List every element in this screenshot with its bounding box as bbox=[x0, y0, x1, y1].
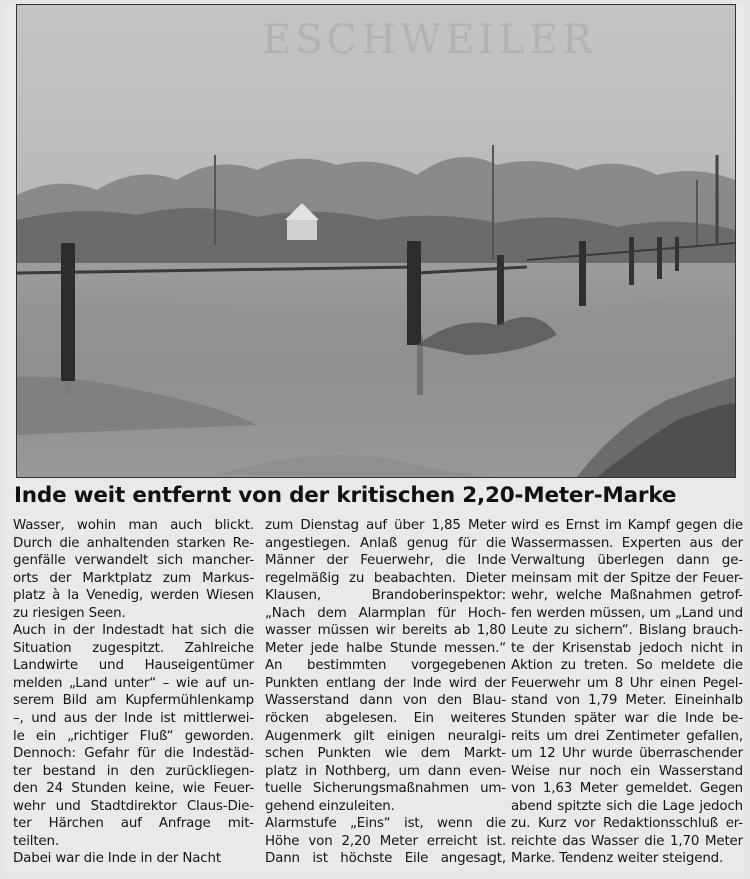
text-line: fen werden müssen, um „Land und bbox=[511, 605, 743, 621]
text-line: schen Punkten wie dem Markt- bbox=[265, 746, 506, 762]
text-line: zum Dienstag auf über 1,85 Meter bbox=[265, 518, 506, 533]
text-line: serem Bild am Kupfermühlenkamp bbox=[13, 693, 254, 709]
text-line: Stunden später war die Inde be- bbox=[511, 711, 743, 727]
article-column-3 bbox=[511, 517, 743, 868]
text-line: orts der Marktplatz zum Markus- bbox=[13, 570, 254, 586]
text-line: zu. Kurz vor Redaktionsschluß er- bbox=[511, 816, 743, 832]
text-line: An bestimmten vorgegebenen bbox=[265, 658, 506, 674]
text-line: regelmäßig zu beabachten. Dieter bbox=[265, 570, 506, 586]
text-line: abend spitzte sich die Lage jedoch bbox=[511, 798, 743, 814]
text-line: reits um drei Zentimeter gefallen, bbox=[511, 728, 743, 744]
text-line: angestiegen. Anlaß genug für die bbox=[265, 535, 506, 551]
text-line: le ein „richtiger Fluß“ geworden. bbox=[13, 728, 254, 744]
text-line: „Nach dem Alarmplan für Hoch- bbox=[265, 605, 506, 621]
text-line: den 24 Stunden keine, wie Feuer- bbox=[13, 781, 254, 797]
text-line: Leute zu sichern“. Bislang brauch- bbox=[511, 623, 743, 639]
text-line: teilten. bbox=[13, 833, 59, 849]
text-line: Männer der Feuerwehr, die Inde bbox=[265, 553, 506, 569]
text-line: wehr, welche Maßnahmen getrof- bbox=[511, 588, 743, 604]
text-line: stand von 1,79 Meter. Eineinhalb bbox=[511, 693, 743, 709]
text-line: Durch die anhaltenden starken Re- bbox=[13, 535, 254, 551]
article-headline: Inde weit entfernt von der kritischen 2,20-Meter-Marke bbox=[14, 483, 677, 508]
text-line: tuelle Sicherungsmaßnahmen um- bbox=[265, 781, 506, 797]
text-line: Weise nur noch ein Wasserstand bbox=[511, 763, 743, 779]
text-line: Dabei war die Inde in der Nacht bbox=[13, 851, 221, 867]
text-line: von 1,63 Meter gemeldet. Gegen bbox=[511, 781, 743, 797]
text-line: –, und aus der Inde ist mittlerwei- bbox=[13, 711, 254, 727]
text-line: reichte das Wasser die 1,70 Meter bbox=[511, 833, 743, 849]
text-line: Alarmstufe „Eins“ ist, wenn die bbox=[265, 816, 506, 832]
text-line: wird es Ernst im Kampf gegen die bbox=[511, 518, 743, 533]
text-line: röcken abgelesen. Ein weiteres bbox=[265, 711, 506, 727]
text-line: Feuerwehr um 8 Uhr einen Pegel- bbox=[511, 675, 743, 691]
text-line: Situation zugespitzt. Zahlreiche bbox=[13, 640, 254, 656]
article-column-1 bbox=[13, 517, 254, 868]
text-line: Meter jede halbe Stunde messen.“ bbox=[265, 640, 506, 656]
text-line: Verwaltung überlegen dann ge- bbox=[511, 553, 743, 569]
text-line: te der Krisenstab jedoch nicht in bbox=[511, 640, 743, 656]
text-line: Höhe von 2,20 Meter erreicht ist. bbox=[265, 833, 506, 849]
text-line: gehend einzuleiten. bbox=[265, 798, 395, 814]
text-line: um 12 Uhr wurde überraschender bbox=[511, 746, 743, 762]
newspaper-clipping bbox=[6, 4, 744, 874]
text-line: Augenmerk gilt einigen neuralgi- bbox=[265, 728, 506, 744]
text-line: Auch in der Indestadt hat sich die bbox=[13, 623, 254, 639]
text-line: wasser müssen wir bereits ab 1,80 bbox=[265, 623, 506, 639]
text-line: Dann ist höchste Eile angesagt, bbox=[265, 851, 506, 867]
text-line: ter bestand in den zurückliegen- bbox=[13, 763, 254, 779]
text-line: Klausen, Brandoberinspektor: bbox=[265, 588, 506, 604]
text-line: Landwirte und Hauseigentümer bbox=[13, 658, 254, 674]
text-line: platz in Nothberg, um dann even- bbox=[265, 763, 506, 779]
text-line: Wasser, wohin man auch blickt. bbox=[13, 518, 254, 533]
flood-photo-image bbox=[17, 5, 735, 477]
text-line: platz à la Venedig, werden Wiesen bbox=[13, 588, 254, 604]
text-line: Punkten entlang der Inde wird der bbox=[265, 675, 506, 691]
text-line: ter Härchen auf Anfrage mit- bbox=[13, 816, 254, 832]
article-body bbox=[13, 517, 743, 867]
text-line: melden „Land unter“ – wie auf un- bbox=[13, 675, 254, 691]
article-column-2 bbox=[265, 517, 506, 868]
text-line: meinsam mit der Spitze der Feuer- bbox=[511, 570, 743, 586]
text-line: Aktion zu treten. So meldete die bbox=[511, 658, 743, 674]
text-line: wehr und Stadtdirektor Claus-Die- bbox=[13, 798, 254, 814]
flood-photo bbox=[16, 4, 736, 478]
text-line: zu riesigen Seen. bbox=[13, 605, 126, 621]
text-line: Marke. Tendenz weiter steigend. bbox=[511, 851, 724, 867]
text-line: Wasserstand dann von den Blau- bbox=[265, 693, 506, 709]
text-line: genfälle verwandelt sich mancher- bbox=[13, 553, 254, 569]
text-line: Dennoch: Gefahr für die Indestäd- bbox=[13, 746, 254, 762]
faint-sign-text: ESCHWEILER bbox=[262, 17, 597, 63]
text-line: Wassermassen. Experten aus der bbox=[511, 535, 743, 551]
